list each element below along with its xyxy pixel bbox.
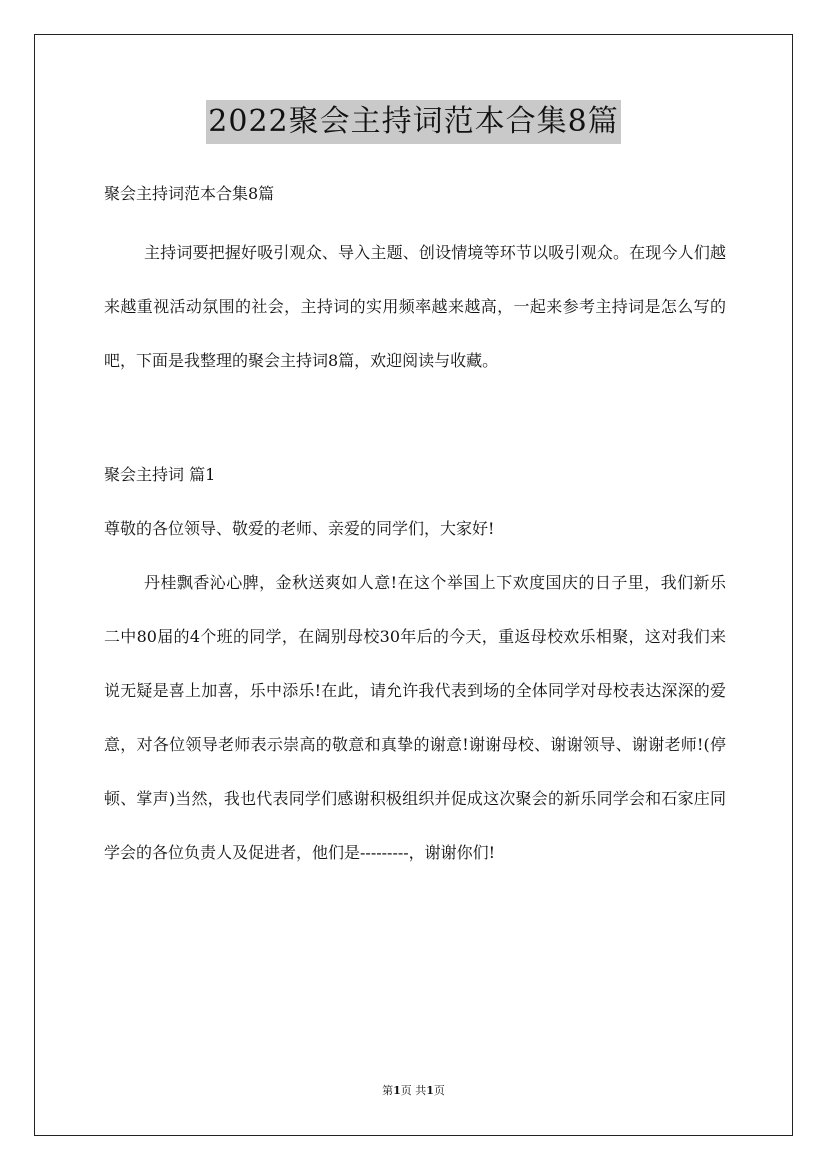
body-paragraph: 丹桂飘香沁心脾，金秋送爽如人意!在这个举国上下欢度国庆的日子里，我们新乐二中80届的4个班的同学，在阔别母校30年后的今天，重返母校欢乐相聚，这对我们来说无疑是喜上加喜，乐中添乐!在此，请允许我代表到场的全体同学对母校表达深深的爱意，对各位领导老师表示崇高的敬意和真挚的谢意!谢谢母校、谢谢领导、谢谢老师!(停顿、掌声)当然，我也代表同学们感谢积极组织并促成这次聚会的新乐同学会和石家庄同学会的各位负责人及促进者，他们是---------，谢谢你们! (104, 573, 726, 862)
page-footer (0, 1082, 827, 1098)
document-body (104, 172, 726, 880)
document-title: 2022聚会主持词范本合集8篇 (206, 100, 620, 144)
greeting-line: 尊敬的各位领导、敬爱的老师、亲爱的同学们，大家好! (104, 519, 495, 538)
document-subtitle: 聚会主持词范本合集8篇 (104, 184, 275, 203)
footer-page-current: 1 (393, 1084, 401, 1097)
document-title-wrapper (0, 100, 827, 144)
section-heading: 聚会主持词 篇1 (104, 465, 216, 484)
footer-page-mid: 页 共 (400, 1084, 427, 1097)
footer-page-suffix: 页 (433, 1084, 445, 1097)
intro-paragraph: 主持词要把握好吸引观众、导入主题、创设情境等环节以吸引观众。在现今人们越来越重视活动氛围的社会，主持词的实用频率越来越高，一起来参考主持词是怎么写的吧，下面是我整理的聚会主持词8篇，欢迎阅读与收藏。 (104, 243, 726, 370)
footer-page-prefix: 第 (382, 1084, 394, 1097)
footer-page-total: 1 (426, 1084, 434, 1097)
section-spacer (104, 388, 726, 448)
